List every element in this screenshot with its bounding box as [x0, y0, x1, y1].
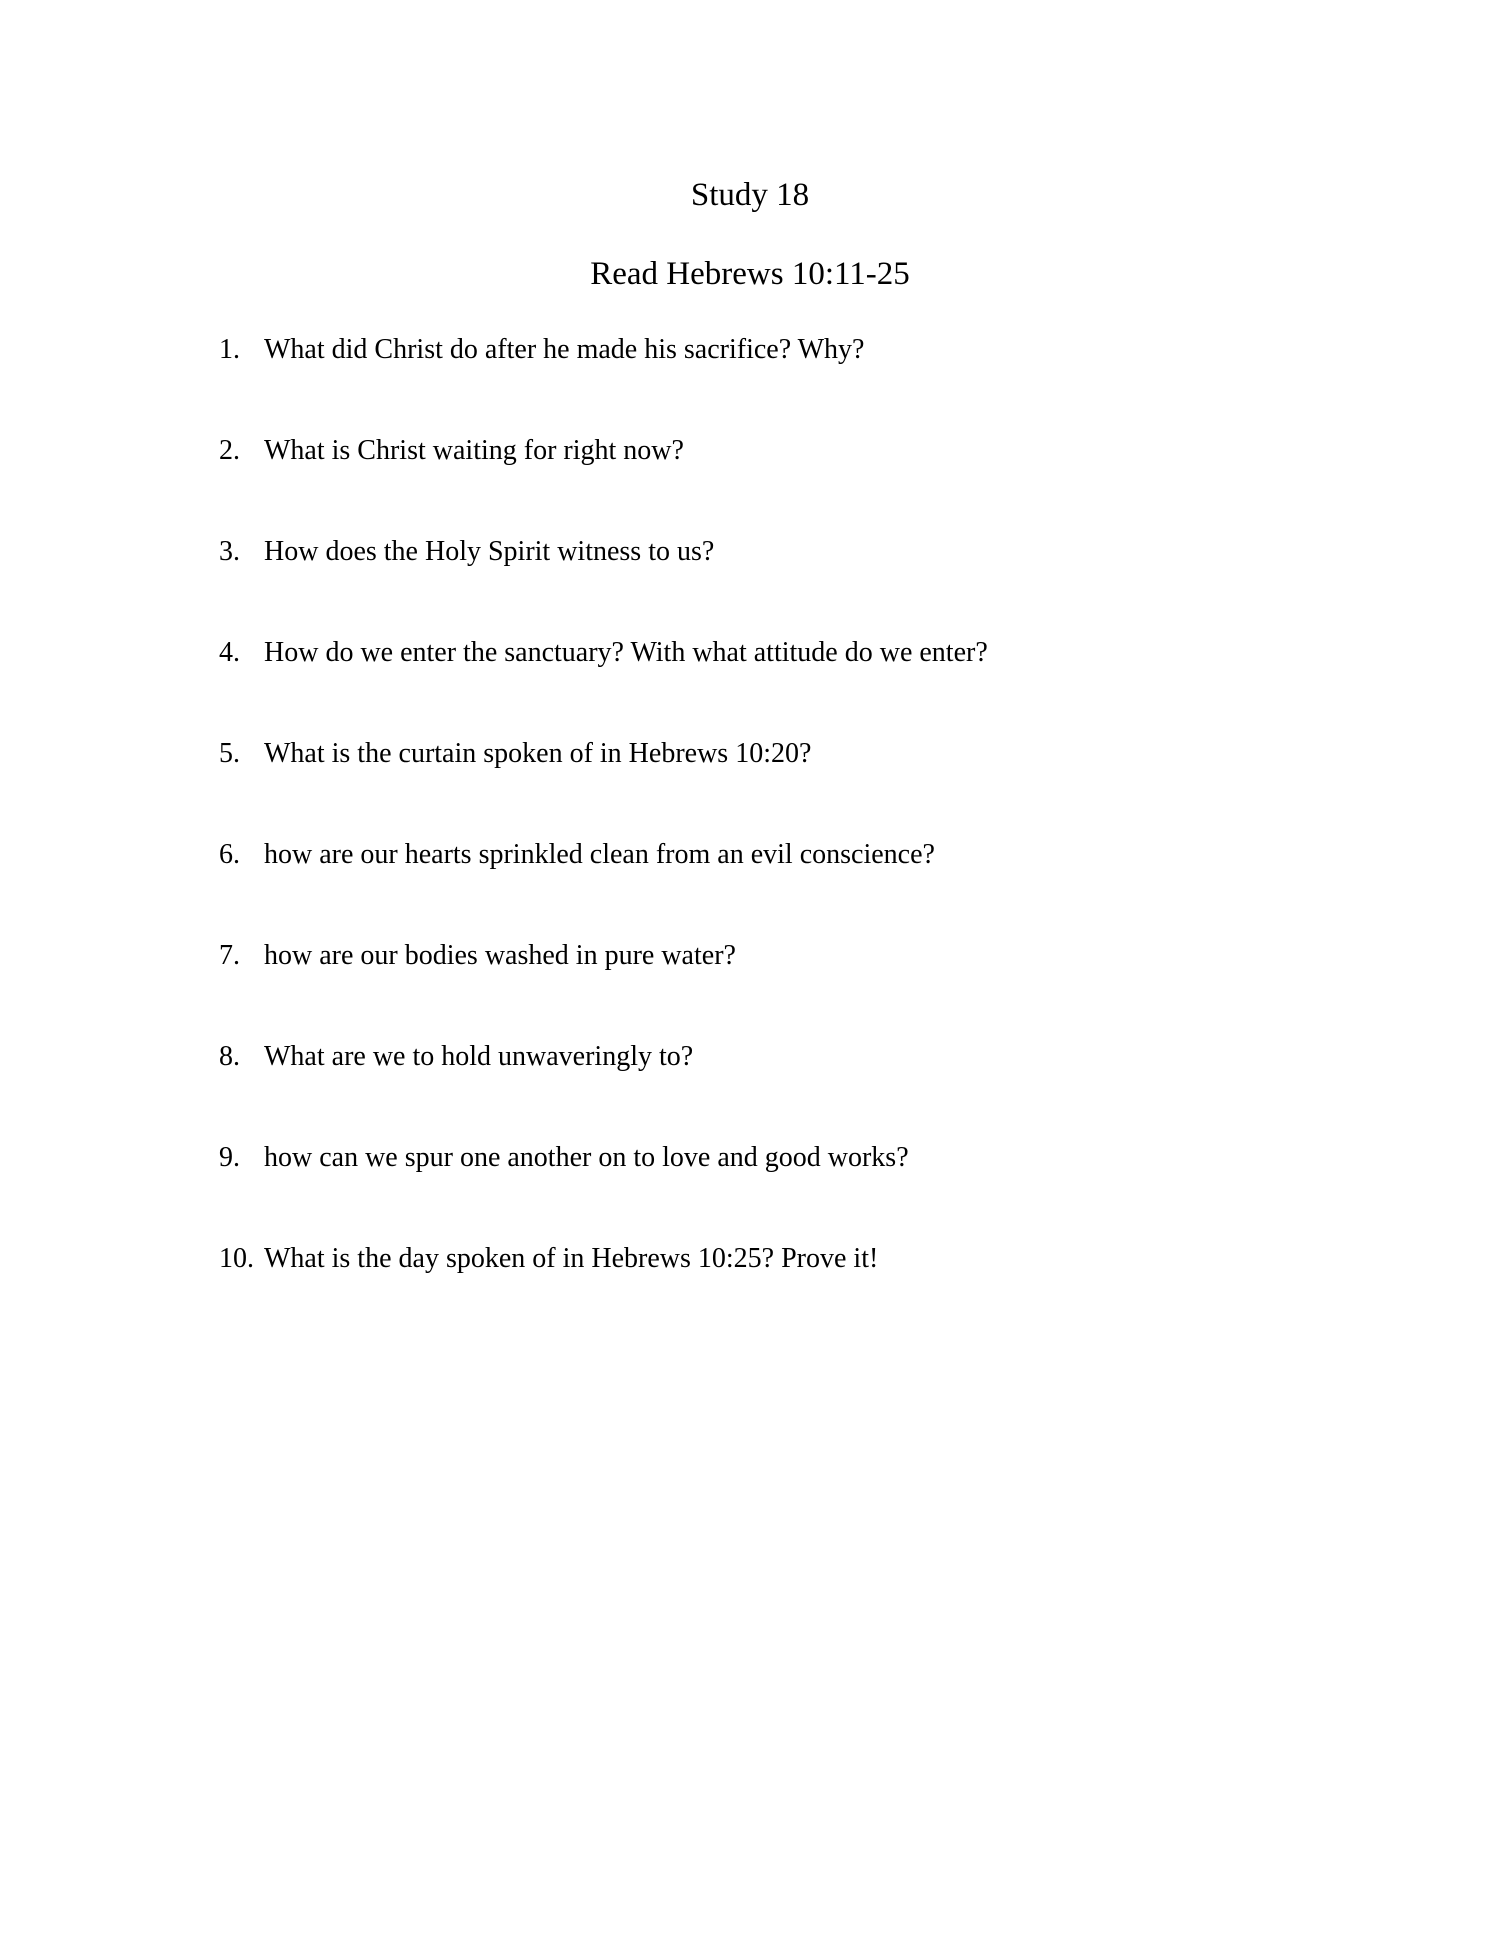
- reading-assignment: Read Hebrews 10:11-25: [590, 256, 910, 292]
- question-text: What are we to hold unwaveringly to?: [264, 1041, 694, 1072]
- question-item: [219, 1242, 1319, 1276]
- question-number: 8.: [219, 1041, 240, 1072]
- question-item: [219, 434, 1319, 468]
- question-item: [219, 1141, 1319, 1175]
- question-number: 1.: [219, 334, 240, 365]
- question-item: [219, 636, 1319, 670]
- question-item: [219, 333, 1319, 367]
- question-number: 6.: [219, 839, 240, 870]
- question-text: How do we enter the sanctuary? With what attitude do we enter?: [264, 637, 988, 668]
- question-text: how are our hearts sprinkled clean from an evil conscience?: [264, 839, 935, 870]
- question-item: [219, 535, 1319, 569]
- question-number: 3.: [219, 536, 240, 567]
- question-number: 4.: [219, 637, 240, 668]
- question-number: 5.: [219, 738, 240, 769]
- question-text: What is the curtain spoken of in Hebrews 10:20?: [264, 738, 812, 769]
- question-item: [219, 1040, 1319, 1074]
- question-text: how can we spur one another on to love and good works?: [264, 1142, 909, 1173]
- question-item: [219, 939, 1319, 973]
- question-number: 7.: [219, 940, 240, 971]
- question-number: 10.: [219, 1243, 254, 1274]
- study-title: Study 18: [690, 177, 810, 213]
- question-item: [219, 737, 1319, 771]
- question-text: What is Christ waiting for right now?: [264, 435, 684, 466]
- question-text: how are our bodies washed in pure water?: [264, 940, 736, 971]
- question-text: How does the Holy Spirit witness to us?: [264, 536, 715, 567]
- question-item: [219, 838, 1319, 872]
- question-text: What is the day spoken of in Hebrews 10:25? Prove it!: [264, 1243, 879, 1274]
- question-number: 9.: [219, 1142, 240, 1173]
- question-text: What did Christ do after he made his sacrifice? Why?: [264, 334, 865, 365]
- question-number: 2.: [219, 435, 240, 466]
